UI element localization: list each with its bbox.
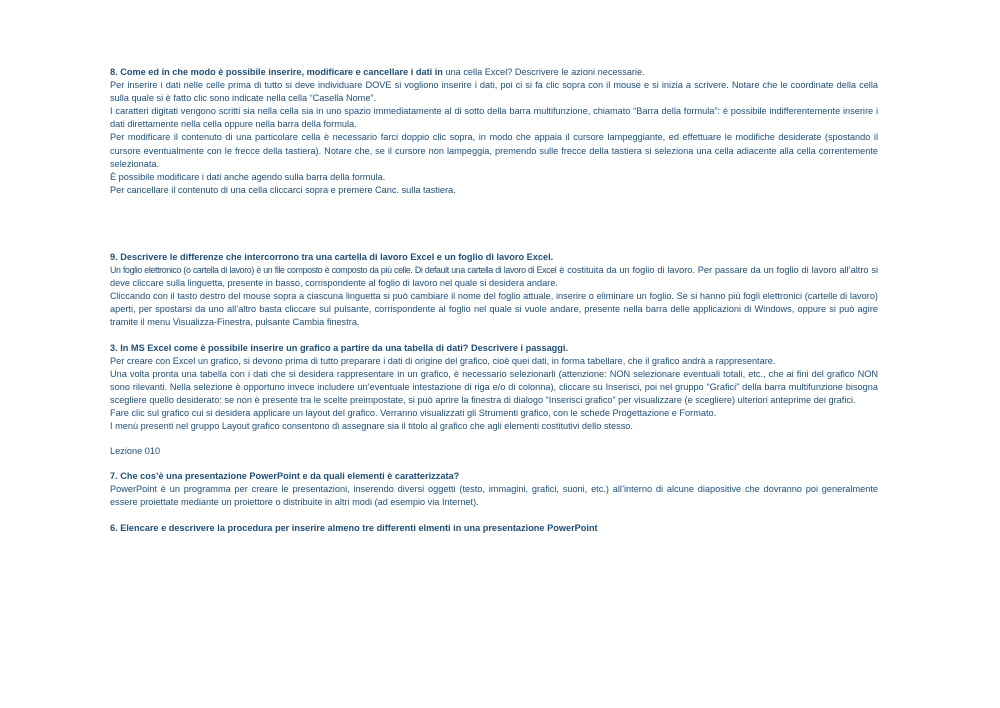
section-8 — [110, 66, 878, 197]
section-3-question: 3. In MS Excel come è possibile inserire un grafico a partire da una tabella di dati? Descrivere i passaggi. — [110, 342, 569, 353]
section-8-question-bold: 8. Come ed in che modo è possibile inserire, modificare e cancellare i dati in — [110, 67, 443, 77]
lesson-section — [110, 445, 878, 458]
section-3-paragraph: I menù presenti nel gruppo Layout grafico consentono di assegnare sia il titolo al grafico che agli elementi costitutivi dello stesso. — [110, 421, 633, 432]
section-8-paragraph: I caratteri digitati vengono scritti sia nella cella sia in uno spazio immediatamente al di sotto della barra multifunzione, chiamato “Barra della formula”: è possibile indifferentemente inserire i dati direttamente nella cella oppure nella barra della formula. — [110, 106, 878, 130]
section-7-paragraph: PowerPoint è un programma per creare le presentazioni, inserendo diversi oggetti (testo, immagini, grafici, suoni, etc.) all’interno di alcune diapositive che dovranno poi generalmente essere proiettate mediante un proiettore o distribuite in altri modi (ad esempio via Internet). — [110, 484, 878, 508]
section-8-paragraph: Per inserire i dati nelle celle prima di tutto si deve individuare DOVE si vogliono inserire i dati, poi ci si fa clic sopra con il mouse e si inizia a scrivere. Notare che le coordinate della cella sulla quale si è fatto clic sono indicate nella cella “Casella Nome”. — [110, 80, 878, 104]
lesson-label: Lezione 010 — [110, 446, 161, 457]
section-8-paragraph: Per cancellare il contenuto di una cella cliccarci sopra e premere Canc. sulla tastiera. — [110, 184, 456, 195]
section-7 — [110, 470, 878, 509]
section-6 — [110, 522, 878, 535]
section-8-question — [110, 66, 878, 79]
section-9-question: 9. Descrivere le differenze che intercorrono tra una cartella di lavoro Excel e un foglio di lavoro Excel. — [110, 251, 554, 262]
section-9-text: è costituita da un foglio di lavoro. Per passare da un foglio di lavoro all’altro si deve cliccare sulla linguetta, presente in basso, corrispondente al foglio di lavoro nel quale si desidera andare. — [110, 265, 878, 289]
section-9-narrow-text: Un foglio elettronico (o cartella di lavoro) è un file composto è composto da più celle. Di default una cartella di lavoro di Excel — [110, 265, 557, 276]
section-3-paragraph: Per creare con Excel un grafico, si devono prima di tutto preparare i dati di origine del grafico, cioè quei dati, in forma tabellare, che il grafico andrà a rappresentare. — [110, 355, 776, 366]
section-9-paragraph: Cliccando con il tasto destro del mouse sopra a ciascuna linguetta si può cambiare il nome del foglio attuale, inserire o eliminare un foglio. Se si hanno più fogli elettronici (cartelle di lavoro) aperti, per spostarsi da uno all’altro basta cliccare sul pulsante, corrispondente al foglio nel quale si vuole andare, presente nella barra delle applicazioni di Windows, oppure si può agire tramite il menu Visualizza-Finestra, pulsante Cambia finestra. — [110, 291, 878, 328]
section-9 — [110, 251, 878, 330]
section-8-paragraph: È possibile modificare i dati anche agendo sulla barra della formula. — [110, 171, 386, 182]
section-3 — [110, 342, 878, 434]
section-9-paragraph — [110, 264, 878, 290]
section-6-question: 6. Elencare e descrivere la procedura per inserire almeno tre differenti elmenti in una presentazione PowerPoint — [110, 522, 598, 533]
section-8-question-rest: una cella Excel? Descrivere le azioni necessarie. — [442, 67, 645, 77]
section-3-paragraph: Fare clic sul grafico cui si desidera applicare un layout del grafico. Verranno visualizzati gli Strumenti grafico, con le schede Progettazione e Formato. — [110, 407, 717, 418]
section-8-paragraph: Per modificare il contenuto di una particolare cella è necessario farci doppio clic sopra, in modo che appaia il cursore lampeggiante, ed effettuare le modifiche desiderate (spostando il cursore eventualmente con le frecce della tastiera). Notare che, se il cursore non lampeggia, premendo sulle frecce della tastiera si seleziona una cella adiacente alla cella correntemente selezionata. — [110, 132, 878, 169]
section-3-paragraph: Una volta pronta una tabella con i dati che si desidera rappresentare in un grafico, è necessario selezionarli (attenzione: NON selezionare eventuali totali, etc., che ai fini del grafico NON sono rilevanti. Nella selezione è opportuno invece includere un’eventuale intestazione di riga e/o di colonna), cliccare su Inserisci, poi nel gruppo “Grafici” della barra multifunzione bisogna scegliere quello desiderato: se non è presente tra le scelte preimpostate, si può aprire la finestra di dialogo “Inserisci grafico” per visualizzare (e scegliere) ulteriori anteprime dei grafici. — [110, 368, 878, 405]
document-page — [110, 66, 878, 535]
section-7-question: 7. Che cos’è una presentazione PowerPoint e da quali elementi è caratterizzata? — [110, 471, 460, 482]
